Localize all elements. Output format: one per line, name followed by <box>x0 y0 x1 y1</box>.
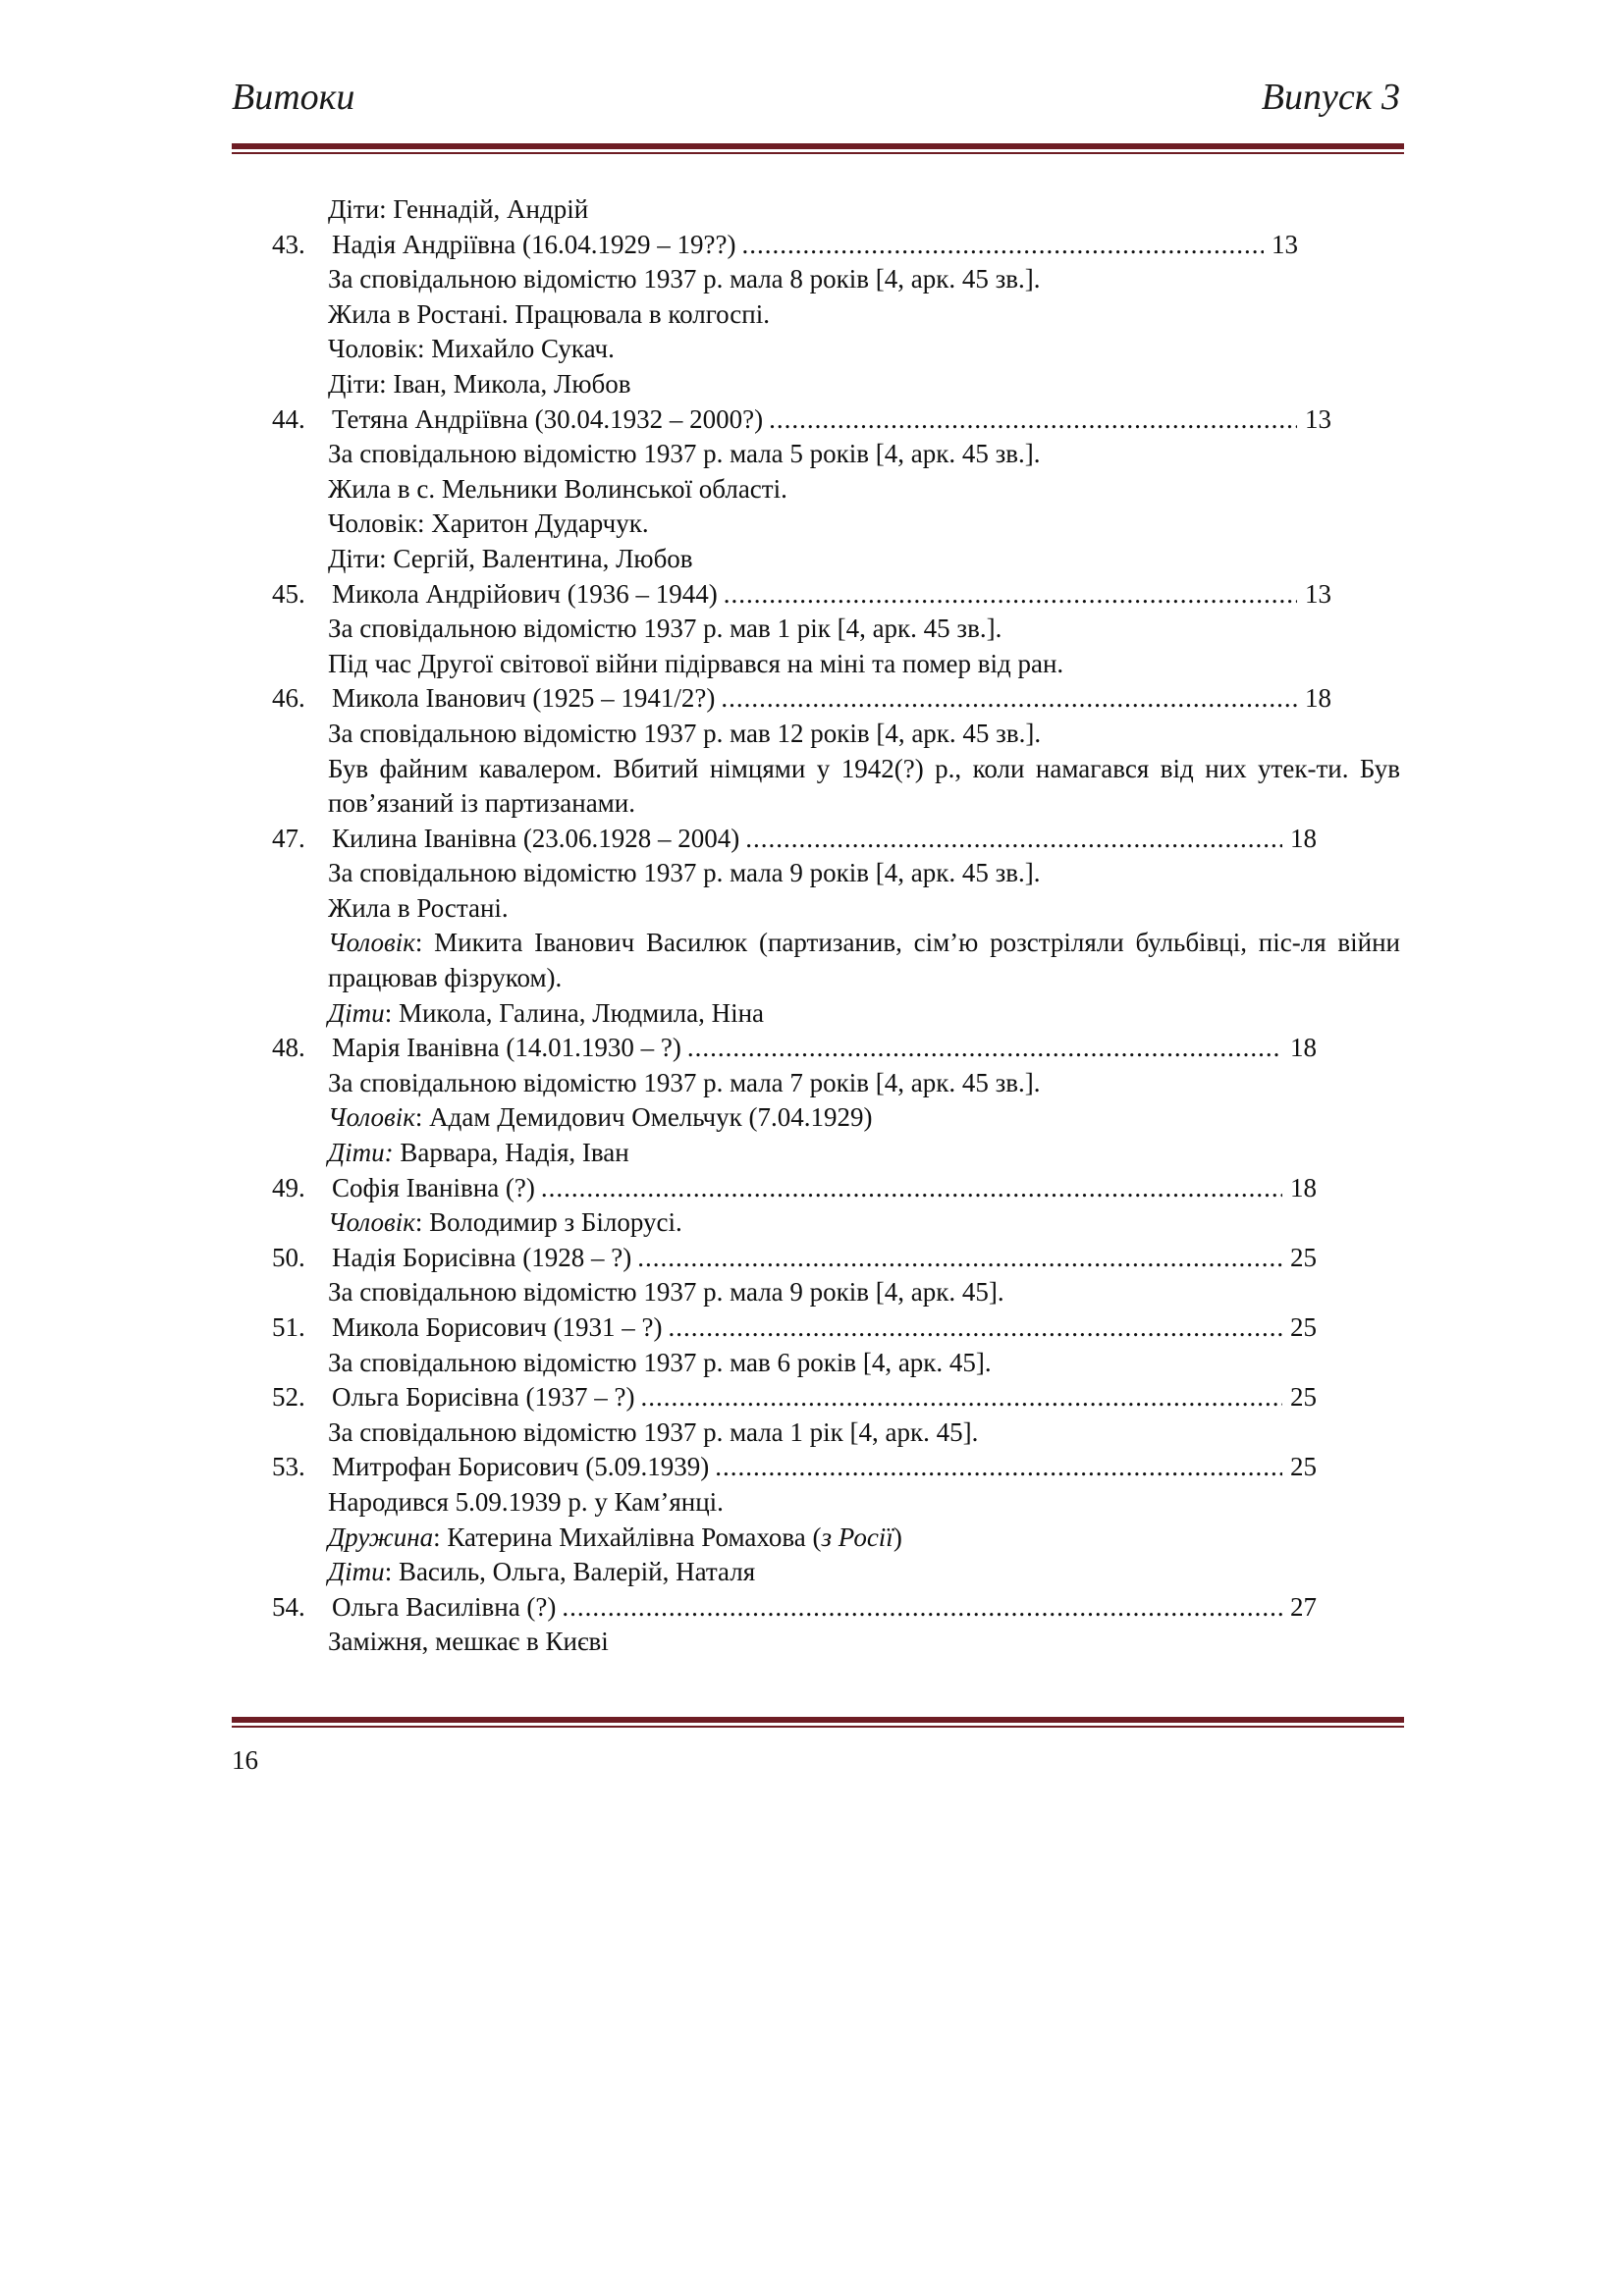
dot-leader <box>640 1380 1282 1415</box>
entry-page-ref: 25 <box>1290 1312 1317 1342</box>
wife-origin: з Росії <box>821 1522 893 1552</box>
entry-page-ref: 18 <box>1290 1033 1317 1063</box>
dot-leader <box>715 1450 1282 1485</box>
entry-number: 51. <box>272 1312 305 1342</box>
entry-line: Діти: Іван, Микола, Любов <box>328 368 631 399</box>
entry-page-ref: 18 <box>1290 823 1317 853</box>
entry-heading <box>232 1450 1400 1485</box>
dot-leader <box>769 402 1297 438</box>
spouse-label: Чоловік <box>328 1102 415 1133</box>
entry-title: Надія Борисівна (1928 – ?) <box>332 1242 632 1272</box>
page-number: 16 <box>232 1745 258 1775</box>
children-line <box>232 1136 1400 1171</box>
entry-line: За сповідальною відомістю 1937 р. мав 1 рік [4, арк. 45 зв.]. <box>328 614 1002 644</box>
children-text: : Василь, Ольга, Валерій, Наталя <box>384 1557 756 1587</box>
children-text: Варвара, Надія, Іван <box>393 1138 629 1168</box>
entry-line: Діти: Сергій, Валентина, Любов <box>328 543 693 573</box>
entry-number: 54. <box>272 1591 305 1622</box>
dot-leader <box>724 577 1297 613</box>
entry-line: За сповідальною відомістю 1937 р. мав 6 років [4, арк. 45]. <box>328 1347 992 1377</box>
entry-heading <box>232 402 1400 438</box>
entry-number: 48. <box>272 1033 305 1063</box>
entry-page-ref: 13 <box>1272 229 1298 259</box>
entry-heading <box>232 1241 1400 1276</box>
entry-page-ref: 25 <box>1290 1242 1317 1272</box>
entry-number: 50. <box>272 1242 305 1272</box>
entry-page-ref: 27 <box>1290 1591 1317 1622</box>
wife-close: ) <box>893 1522 902 1552</box>
spouse-text: : Микита Іванович Василюк (партизанив, сім’ю розстріляли бульбівці, піс-ля війни працював фізруком). <box>328 928 1400 993</box>
spouse-line <box>232 926 1400 995</box>
entry-title: Ольга Борисівна (1937 – ?) <box>332 1382 635 1413</box>
entry-line: За сповідальною відомістю 1937 р. мала 9 років [4, арк. 45 зв.]. <box>328 858 1041 888</box>
entry-heading <box>232 822 1400 857</box>
entry-heading <box>232 228 1400 263</box>
entry-page-ref: 25 <box>1290 1382 1317 1413</box>
children-label: Діти: <box>328 1138 394 1168</box>
entry-line: Чоловік: Михайло Сукач. <box>328 334 615 364</box>
entry-line: За сповідальною відомістю 1937 р. мав 12 років [4, арк. 45 зв.]. <box>328 718 1042 748</box>
header-rule <box>232 143 1404 154</box>
entry-title: Софія Іванівна (?) <box>332 1172 535 1202</box>
spouse-text: : Адам Демидович Омельчук (7.04.1929) <box>414 1102 873 1133</box>
entry-number: 46. <box>272 683 305 714</box>
entry-line: Народився 5.09.1939 р. у Кам’янці. <box>328 1486 724 1517</box>
entry-line: За сповідальною відомістю 1937 р. мала 5 років [4, арк. 45 зв.]. <box>328 439 1041 469</box>
entry-title: Марія Іванівна (14.01.1930 – ?) <box>332 1033 681 1063</box>
entry-line: За сповідальною відомістю 1937 р. мала 9 років [4, арк. 45]. <box>328 1277 1004 1308</box>
entry-line: Жила в Ростані. <box>328 892 509 923</box>
entry-page-ref: 18 <box>1305 683 1331 714</box>
entry-line: За сповідальною відомістю 1937 р. мала 7 років [4, арк. 45 зв.]. <box>328 1067 1041 1097</box>
entry-number: 45. <box>272 578 305 609</box>
dot-leader <box>669 1310 1283 1346</box>
entry-number: 52. <box>272 1382 305 1413</box>
children-line <box>232 996 1400 1032</box>
children-text: : Микола, Галина, Людмила, Ніна <box>384 997 765 1028</box>
entry-line: Чоловік: Харитон Дударчук. <box>328 508 649 539</box>
entry-title: Микола Андрійович (1936 – 1944) <box>332 578 718 609</box>
issue-label: Випуск 3 <box>1261 77 1400 118</box>
entry-line: Жила в Ростані. Працювала в колгоспі. <box>328 298 770 329</box>
entry-paragraph: Був файним кавалером. Вбитий німцями у 1942(?) р., коли намагався від них утек-ти. Був пов’язаний із партизанами. <box>328 753 1400 819</box>
entry-heading <box>232 681 1400 717</box>
dot-leader <box>741 228 1264 263</box>
entry-title: Микола Іванович (1925 – 1941/2?) <box>332 683 716 714</box>
entry-line: Під час Другої світової війни підірвався на міні та помер від ран. <box>328 648 1064 678</box>
wife-line <box>232 1521 1400 1556</box>
entry-line: Заміжня, мешкає в Києві <box>328 1627 609 1657</box>
spouse-label: Чоловік <box>328 1207 415 1238</box>
wife-text: : Катерина Михайлівна Ромахова ( <box>433 1522 822 1552</box>
spouse-line <box>232 1100 1400 1136</box>
spouse-label: Чоловік <box>328 928 415 958</box>
spouse-line <box>232 1205 1400 1241</box>
entry-heading <box>232 1590 1400 1626</box>
children-label: Діти <box>328 997 385 1028</box>
entry-page-ref: 13 <box>1305 578 1331 609</box>
entry-heading <box>232 1171 1400 1206</box>
entry-number: 44. <box>272 403 305 434</box>
entry-heading <box>232 1310 1400 1346</box>
dot-leader <box>721 681 1297 717</box>
entry-page-ref: 13 <box>1305 403 1331 434</box>
entry-line: За сповідальною відомістю 1937 р. мала 1 рік [4, арк. 45]. <box>328 1416 979 1447</box>
wife-label: Дружина <box>328 1522 434 1552</box>
entry-heading <box>232 577 1400 613</box>
entry-number: 47. <box>272 823 305 853</box>
intro-line: Діти: Геннадій, Андрій <box>328 194 589 224</box>
spouse-text: : Володимир з Білорусі. <box>414 1207 682 1238</box>
entry-number: 49. <box>272 1172 305 1202</box>
entry-page-ref: 25 <box>1290 1452 1317 1482</box>
entry-page-ref: 18 <box>1290 1172 1317 1202</box>
journal-title: Витоки <box>232 77 355 118</box>
entry-number: 53. <box>272 1452 305 1482</box>
dot-leader <box>687 1031 1282 1066</box>
footer-rule <box>232 1717 1404 1728</box>
genealogy-list <box>232 192 1400 1660</box>
dot-leader <box>562 1590 1282 1626</box>
dot-leader <box>541 1171 1282 1206</box>
entry-title: Ольга Василівна (?) <box>332 1591 557 1622</box>
entry-title: Надія Андріївна (16.04.1929 – 19??) <box>332 229 736 259</box>
dot-leader <box>637 1241 1282 1276</box>
entry-title: Микола Борисович (1931 – ?) <box>332 1312 663 1342</box>
children-line <box>232 1555 1400 1590</box>
entry-line: Жила в с. Мельники Волинської області. <box>328 473 787 504</box>
entry-line: За сповідальною відомістю 1937 р. мала 8 років [4, арк. 45 зв.]. <box>328 264 1041 294</box>
entry-number: 43. <box>272 229 305 259</box>
entry-title: Тетяна Андріївна (30.04.1932 – 2000?) <box>332 403 764 434</box>
page-header <box>232 75 1400 120</box>
children-label: Діти <box>328 1557 385 1587</box>
dot-leader <box>745 822 1282 857</box>
entry-title: Митрофан Борисович (5.09.1939) <box>332 1452 710 1482</box>
entry-heading <box>232 1380 1400 1415</box>
entry-heading <box>232 1031 1400 1066</box>
entry-title: Килина Іванівна (23.06.1928 – 2004) <box>332 823 740 853</box>
